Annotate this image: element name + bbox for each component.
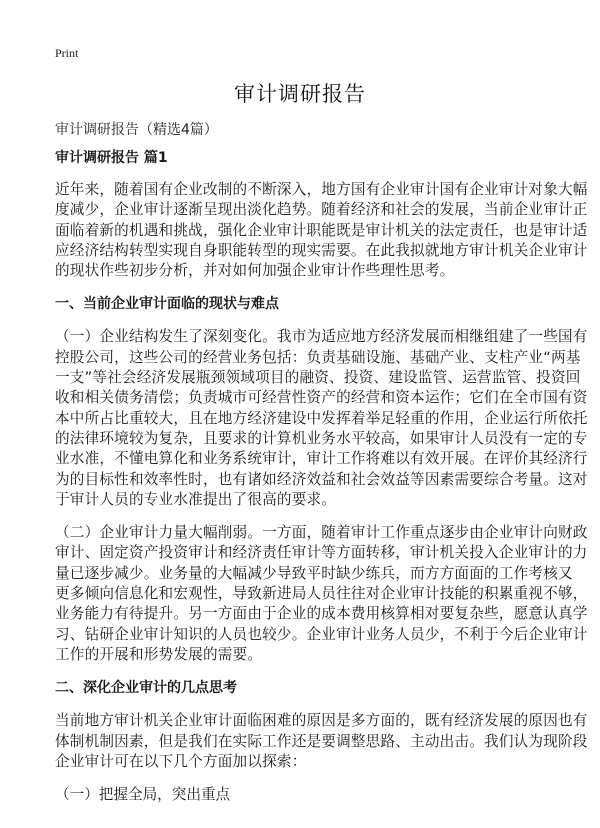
- section-1-paragraph-2: [55, 523, 588, 665]
- text-line: 于审计人员的专业水准提出了很高的要求。: [55, 490, 337, 508]
- section-2-paragraph-1: [55, 711, 588, 772]
- text-line: 一支”等社会经济发展瓶颈领域项目的融资、投资、建设监管、运营监管、投资回: [55, 369, 581, 387]
- text-line: 当前地方审计机关企业审计面临困难的原因是多方面的，既有经济发展的原因也有: [55, 712, 588, 730]
- section-1-paragraph-1: [55, 327, 588, 510]
- document-subtitle: 审计调研报告（精选4篇）: [55, 122, 218, 138]
- document-body: [55, 148, 588, 805]
- text-line: 习、钻研企业审计知识的人员也较少。企业审计业务人员少，不利于今后企业审计: [55, 625, 588, 643]
- text-line: 业水准，不懂电算化和业务系统审计，审计工作将难以有效开展。在评价其经济行: [55, 450, 588, 468]
- text-line: 企业审计可在以下几个方面加以探索：: [55, 752, 307, 770]
- text-line: 控股公司，这些公司的经营业务包括：负责基础设施、基础产业、支柱产业“两基: [55, 348, 581, 366]
- text-line: （二）企业审计力量大幅削弱。一方面，随着审计工作重点逐步由企业审计向财政: [55, 524, 588, 542]
- text-line: 收和相关债务清偿；负责城市可经营性资产的经营和资本运作；它们在全市国有资: [55, 389, 588, 407]
- text-line: 本中所占比重较大，且在地方经济建设中发挥着举足轻重的作用，企业运行所依托: [55, 409, 588, 427]
- text-line: 体制机制因素，但是我们在实际工作还是要调整思路、主动出击。我们认为现阶段: [55, 732, 588, 750]
- print-label: Print: [55, 46, 79, 60]
- text-line: 的法律环境较为复杂，且要求的计算机业务水平较高，如果审计人员没有一定的专: [55, 429, 588, 447]
- text-line: （一）企业结构发生了深刻变化。我市为适应地方经济发展而相继组建了一些国有: [55, 328, 588, 346]
- section-2-heading: 二、深化企业审计的几点思考: [55, 680, 237, 697]
- text-line: 面临着新的机遇和挑战，强化企业审计职能既是审计机关的法定责任，也是审计适: [55, 221, 588, 239]
- section-1-heading: 一、当前企业审计面临的现状与难点: [55, 296, 279, 313]
- text-line: 近年来，随着国有企业改制的不断深入，地方国有企业审计国有企业审计对象大幅: [55, 181, 588, 198]
- text-line: 更多倾向信息化和宏观性，导致新进局人员往往对企业审计技能的积累重视不够，: [55, 585, 588, 603]
- text-line: 业务能力有待提升。另一方面由于企业的成本费用核算相对要复杂些，愿意认真学: [55, 605, 588, 623]
- text-line: 度减少，企业审计逐渐呈现出淡化趋势。随着经济和社会的发展，当前企业审计正: [55, 201, 588, 219]
- part-heading: 审计调研报告 篇1: [55, 150, 168, 166]
- text-line: 工作的开展和形势发展的需要。: [55, 645, 263, 663]
- text-line: 量已逐步减少。业务量的大幅减少导致平时缺少练兵，而方方面面的工作考核又: [55, 564, 573, 582]
- intro-paragraph: [55, 180, 588, 281]
- text-line: 为的目标性和效率性时，也有诸如经济效益和社会效益等因素需要综合考量。这对: [55, 470, 588, 488]
- document-title: 审计调研报告: [234, 82, 366, 106]
- section-2-item-1: （一）把握全局，突出重点: [55, 786, 231, 804]
- text-line: 应经济结构转型实现自身职能转型的现实需要。在此我拟就地方审计机关企业审计: [55, 241, 588, 259]
- text-line: 审计、固定资产投资审计和经济责任审计等方面转移，审计机关投入企业审计的力: [55, 544, 588, 562]
- text-line: 的现状作些初步分析，并对如何加强企业审计作些理性思考。: [55, 262, 455, 280]
